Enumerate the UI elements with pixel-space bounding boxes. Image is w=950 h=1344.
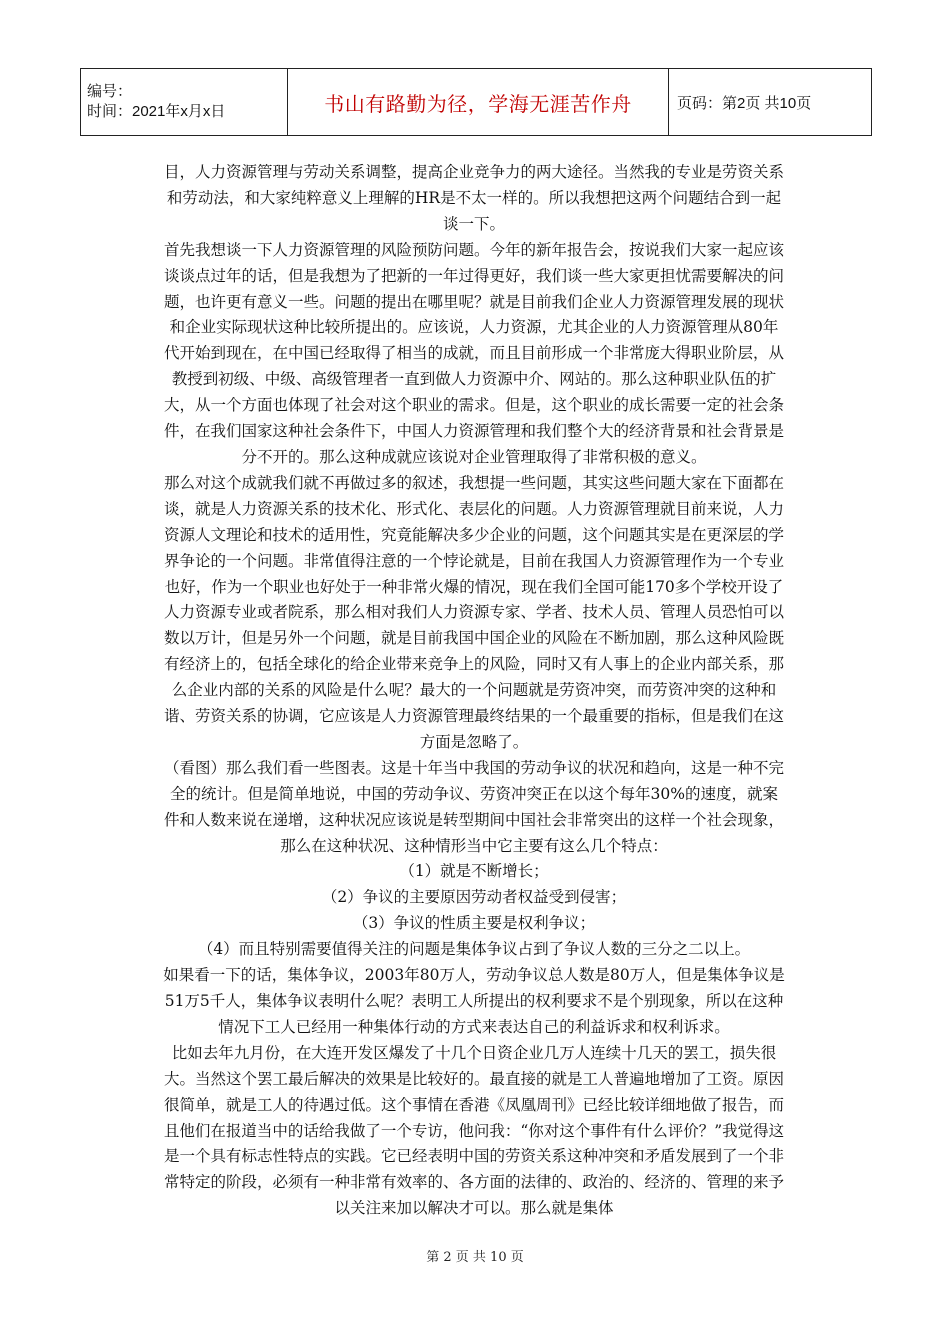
document-body: [163, 160, 785, 1222]
document-date: 时间：2021年x月x日: [87, 103, 226, 120]
paragraph: 首先我想谈一下人力资源管理的风险预防问题。今年的新年报告会，按说我们大家一起应该谈谈点过年的话，但是我想为了把新的一年过得更好，我们谈一些大家更担忧需要解决的问题，也许更有意义一些。问题的提出在哪里呢？就是目前我们企业人力资源管理发展的现状和企业实际现状这种比较所提出的。应该说，人力资源，尤其企业的人力资源管理从80年代开始到现在，在中国已经取得了相当的成就，而且目前形成一个非常庞大得职业阶层，从教授到初级、中级、高级管理者一直到做人力资源中介、网站的。那么这种职业队伍的扩大，从一个方面也体现了社会对这个职业的需求。但是，这个职业的成长需要一定的社会条件，在我们国家这种社会条件下，中国人力资源管理和我们整个大的经济背景和社会背景是分不开的。那么这种成就应该说对企业管理取得了非常积极的意义。: [163, 240, 784, 466]
paragraph: 比如去年九月份，在大连开发区爆发了十几个日资企业几万人连续十几天的罢工，损失很大。当然这个罢工最后解决的效果是比较好的。最直接的就是工人普遍地增加了工资。原因很简单，就是工人的待遇过低。这个事情在香港《凤凰周刊》已经比较详细地做了报告，而且他们在报道当中的话给我做了一个专访，他问我：“你对这个事件有什么评价？”我觉得这是一个具有标志性特点的实践。它已经表明中国的劳资关系这种冲突和矛盾发展到了一个非常特定的阶段，必须有一种非常有效率的、各方面的法律的、政治的、经济的、管理的来予以关注来加以解决才可以。那么就是集体: [163, 1043, 785, 1218]
list-item: （1）就是不断增长；: [399, 862, 549, 881]
header-page-info: 页码：第2页 共10页: [669, 69, 872, 136]
list-item: （3）争议的性质主要是权利争议；: [352, 914, 596, 933]
header-meta-cell: [81, 69, 288, 136]
paragraph: 那么对这个成就我们就不再做过多的叙述，我想提一些问题，其实这些问题大家在下面都在谈，就是人力资源关系的技术化、形式化、表层化的问题。人力资源管理就目前来说，人力资源人文理论和技术的适用性，究竟能解决多少企业的问题，这个问题其实是在更深层的学界争论的一个问题。非常值得注意的一个悖论就是，目前在我国人力资源管理作为一个专业也好，作为一个职业也好处于一种非常火爆的情况，现在我们全国可能170多个学校开设了人力资源专业或者院系，那么相对我们人力资源专家、学者、技术人员、管理人员恐怕可以数以万计，但是另外一个问题，就是目前我国中国企业的风险在不断加剧，那么这种风险既有经济上的，包括全球化的给企业带来竞争上的风险，同时又有人事上的企业内部关系，那么企业内部的关系的风险是什么呢？最大的一个问题就是劳资冲突，而劳资冲突的这种和谐、劳资关系的协调，它应该是人力资源管理最终结果的一个最重要的指标，但是我们在这方面是忽略了。: [163, 473, 784, 751]
paragraph: 如果看一下的话，集体争议，2003年80万人，劳动争议总人数是80万人，但是集体争议是51万5千人，集体争议表明什么呢？表明工人所提出的权利要求不是个别现象，所以在这种情况下工人已经用一种集体行动的方式来表达自己的利益诉求和权利诉求。: [163, 966, 785, 1036]
header-motto: 书山有路勤为径，学海无涯苦作舟: [288, 69, 669, 136]
document-number-label: 编号：: [87, 83, 133, 100]
page-header: [80, 68, 872, 136]
page-footer: 第 2 页 共 10 页: [426, 1250, 524, 1265]
list-item: （4）而且特别需要值得关注的问题是集体争议占到了争议人数的三分之二以上。: [197, 940, 751, 959]
paragraph: （看图）那么我们看一些图表。这是十年当中我国的劳动争议的状况和趋向，这是一种不完全的统计。但是简单地说，中国的劳动争议、劳资冲突正在以这个每年30%的速度，就案件和人数来说在递增，这种状况应该说是转型期间中国社会非常突出的这样一个社会现象，那么在这种状况、这种情形当中它主要有这么几个特点：: [163, 758, 784, 855]
list-item: （2）争议的主要原因劳动者权益受到侵害；: [321, 888, 627, 907]
paragraph: 目，人力资源管理与劳动关系调整，提高企业竞争力的两大途径。当然我的专业是劳资关系和劳动法，和大家纯粹意义上理解的HR是不太一样的。所以我想把这两个问题结合到一起谈一下。: [163, 163, 784, 233]
